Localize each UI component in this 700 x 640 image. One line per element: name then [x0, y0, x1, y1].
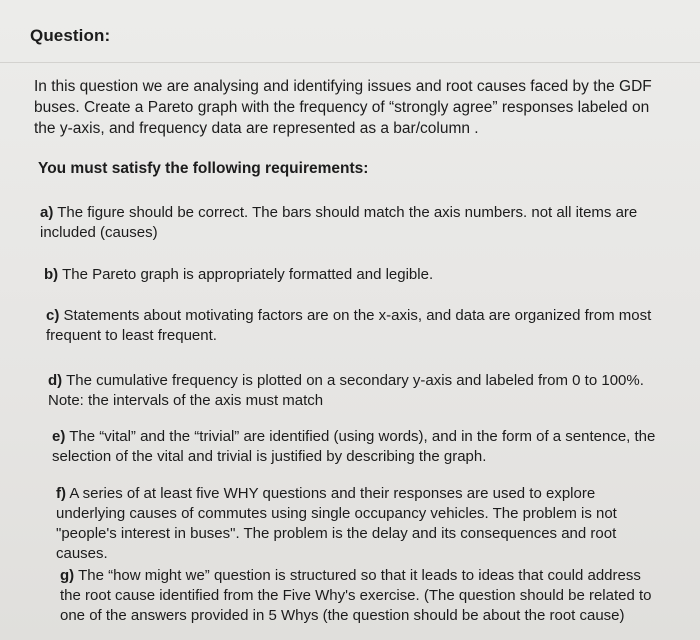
requirement-text: The cumulative frequency is plotted on a secondary y-axis and labeled from 0 to 100%. Note: the intervals of the axis must match	[48, 372, 644, 409]
requirement-c	[46, 306, 656, 346]
requirement-label: c)	[46, 307, 60, 324]
requirement-d	[48, 371, 658, 411]
requirement-b	[44, 265, 654, 285]
requirement-text: Statements about motivating factors are on the x-axis, and data are organized from most frequent to least frequent.	[46, 307, 652, 344]
requirements-heading: You must satisfy the following requirements:	[38, 160, 369, 177]
requirement-text: The Pareto graph is appropriately formatted and legible.	[58, 266, 434, 283]
requirement-label: f)	[56, 485, 66, 502]
requirement-f	[56, 484, 656, 564]
title-divider	[0, 62, 700, 63]
requirement-text: The figure should be correct. The bars should match the axis numbers. not all items are included (causes)	[40, 204, 638, 241]
requirement-label: b)	[44, 266, 59, 283]
requirement-text: The “vital” and the “trivial” are identified (using words), and in the form of a sentence, the selection of the vital and trivial is justified by describing the graph.	[52, 428, 656, 465]
requirement-label: e)	[52, 428, 66, 445]
question-title: Question:	[30, 26, 111, 45]
requirement-text: A series of at least five WHY questions and their responses are used to explore underlying causes of commutes using single occupancy vehicles. The problem is not "people's interest in buses". The problem is the delay and its consequences and root causes.	[56, 485, 617, 562]
requirement-g	[60, 566, 660, 626]
requirement-label: g)	[60, 567, 75, 584]
requirement-text: The “how might we” question is structured so that it leads to ideas that could address the root cause identified from the Five Why's exercise. (The question should be related to one of the answers provided in 5 Whys (the question should be about the root cause)	[60, 567, 652, 624]
requirement-a	[40, 203, 650, 243]
requirement-e	[52, 427, 662, 467]
requirement-label: d)	[48, 372, 63, 389]
requirement-label: a)	[40, 204, 54, 221]
question-intro: In this question we are analysing and identifying issues and root causes faced by the GDF buses. Create a Pareto graph with the frequency of “strongly agree” responses labeled on the y-axis, and frequency data are represented as a bar/column .	[34, 78, 652, 137]
